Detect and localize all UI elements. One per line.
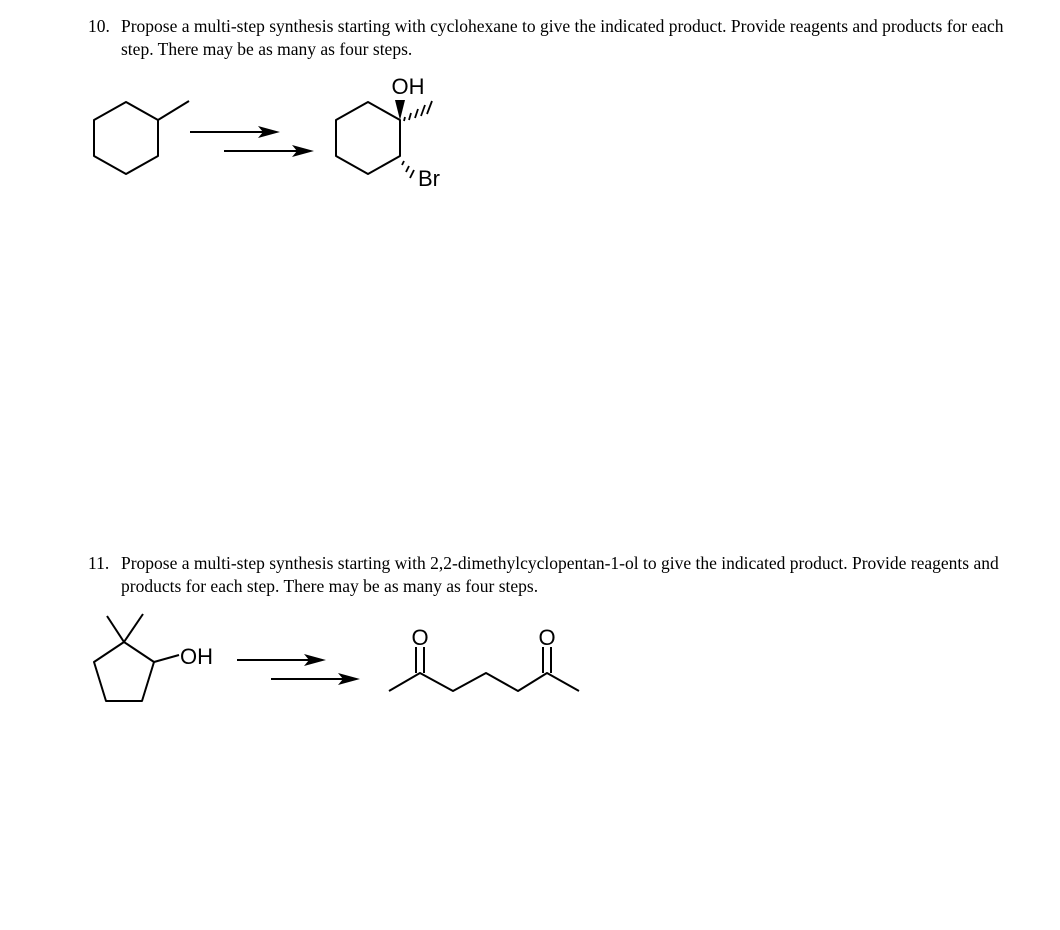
bromine-label: Br — [418, 166, 440, 191]
carbonyl-oxygen-label: O — [538, 625, 556, 650]
question-text: Propose a multi-step synthesis starting with 2,2-dimethylcyclopentan-1-ol to give the indicated product. Provide reagents and products for each step. There may be as many as four steps. — [121, 553, 999, 596]
hashed-bond-methyl — [404, 101, 432, 121]
hydroxyl-label: OH — [180, 644, 213, 669]
reaction-scheme-11 — [0, 600, 1060, 720]
question-number: 10. — [88, 16, 110, 36]
scheme-11-drawing — [0, 600, 1060, 720]
question-text: Propose a multi-step synthesis starting with cyclohexane to give the indicated product. Provide reagents and products for each step. There may be as many as four steps. — [121, 16, 1004, 59]
hexanedione-structure — [389, 625, 579, 691]
reaction-arrows — [237, 654, 360, 685]
hashed-bond-bromine — [402, 161, 414, 178]
dimethylcyclopentanol-structure — [94, 614, 213, 701]
bromo-methyl-cyclohexanol-structure — [336, 74, 440, 191]
scheme-10-drawing — [0, 60, 1060, 200]
question-number: 11. — [88, 553, 110, 573]
reaction-arrows — [190, 126, 314, 157]
hydroxyl-label: OH — [391, 74, 425, 99]
carbonyl-oxygen-label: O — [411, 625, 429, 650]
methylcyclohexane-structure — [94, 101, 189, 174]
reaction-scheme-10 — [0, 60, 1060, 200]
